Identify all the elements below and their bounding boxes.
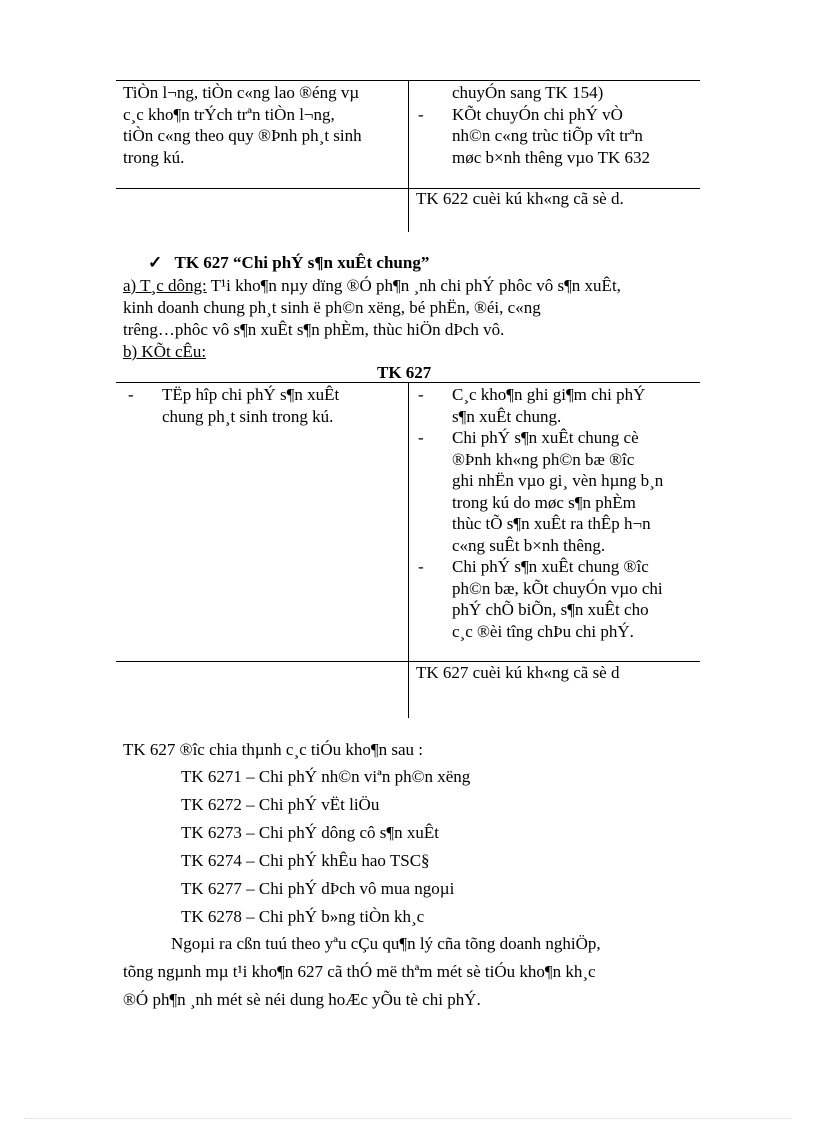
page-bottom-divider: [24, 1118, 792, 1119]
table1-left-line: c¸c kho¶n trÝch trªn tiÒn l¬ng,: [123, 104, 335, 124]
bullet-line: c«ng suÊt b×nh thêng.: [452, 535, 606, 555]
sub-account-item: TK 6274 – Chi phÝ khÊu hao TSC§: [181, 851, 430, 870]
bullet-line: ghi nhËn vµo gi¸ vèn hµng b¸n: [452, 471, 664, 490]
table1-right-top: chuyÓn sang TK 154): [452, 83, 604, 102]
bullet-line: ph©n bæ, kÕt chuyÓn vµo chi: [452, 578, 663, 598]
bullet-line: ®Þnh kh«ng ph©n bæ ®îc: [452, 449, 635, 469]
sub-accounts-intro: TK 627 ®îc chia thµnh c¸c tiÓu kho¶n sau :: [123, 740, 423, 759]
sub-account-item: TK 6273 – Chi phÝ dông cô s¶n xuÊt: [181, 823, 439, 842]
table2-credit-bullet: [418, 556, 698, 642]
bullet-line: trong kú do møc s¶n phÈm: [452, 492, 636, 512]
sub-account-item: TK 6277 – Chi phÝ dÞch vô mua ngoµi: [181, 879, 455, 898]
table2-mid-rule: [116, 661, 700, 662]
purpose-line-1: [123, 276, 621, 296]
table1-closing-balance: TK 622 cuèi kú kh«ng cã sè d.: [416, 189, 624, 208]
check-icon: ✓: [148, 253, 163, 272]
bullet-line: møc b×nh thêng vµo TK 632: [452, 147, 651, 167]
bullet-line: C¸c kho¶n ghi gi¶m chi phÝ: [452, 385, 646, 404]
table1-left-line: tiÒn c«ng theo quy ®Þnh ph¸t sinh: [123, 126, 362, 145]
bullet-line: phÝ chÕ biÕn, s¶n xuÊt cho: [452, 600, 649, 619]
bullet-line: Chi phÝ s¶n xuÊt chung cè: [452, 428, 639, 447]
table1-left-line: trong kú.: [123, 147, 185, 167]
table2-debit-bullet: [128, 384, 398, 427]
closing-paragraph-line-2: tõng ngµnh mµ t¹i kho¶n 627 cã thÓ më thªm mét sè tiÓu kho¶n kh¸c: [123, 962, 596, 981]
bullet-line: nh©n c«ng trùc tiÕp vît trªn: [452, 126, 643, 145]
closing-paragraph-line-3: ®Ó ph¶n ¸nh mét sè néi dung hoÆc yÕu tè chi phÝ.: [123, 990, 481, 1009]
table1-left-line: TiÒn l¬ng, tiÒn c«ng lao ®éng vµ: [123, 83, 360, 102]
purpose-line-3: trêng…phôc vô s¶n xuÊt s¶n phÈm, thùc hiÖn dÞch vô.: [123, 320, 505, 339]
bullet-line: TËp hîp chi phÝ s¶n xuÊt: [162, 385, 340, 404]
closing-paragraph-line-1: Ngoµi ra cßn tuú theo yªu cÇu qu¶n lý cña tõng doanh nghiÖp,: [171, 934, 601, 953]
bullet-line: c¸c ®èi tîng chÞu chi phÝ.: [452, 621, 634, 641]
purpose-line-2: kinh doanh chung ph¸t sinh ë ph©n xëng, bé phËn, ®éi, c«ng: [123, 298, 541, 317]
table2-credit-cell: [418, 384, 698, 642]
dash-marker: -: [128, 385, 134, 404]
section-title: TK 627 “Chi phÝ s¶n xuÊt chung”: [174, 253, 430, 272]
sub-account-item: TK 6278 – Chi phÝ b»ng tiÒn kh¸c: [181, 907, 425, 926]
table1-right-cell: [418, 82, 698, 168]
dash-marker: -: [418, 385, 424, 404]
structure-label: b) KÕt cÊu:: [123, 342, 207, 361]
purpose-text-1: T¹i kho¶n nµy dïng ®Ó ph¶n ¸nh chi phÝ phôc vô s¶n xuÊt,: [206, 276, 621, 295]
table2-closing-balance: TK 627 cuèi kú kh«ng cã sè d: [416, 663, 620, 682]
sub-account-item: TK 6271 – Chi phÝ nh©n viªn ph©n xëng: [181, 767, 471, 786]
table1-left-cell: [123, 82, 403, 168]
sub-account-item: TK 6272 – Chi phÝ vËt liÖu: [181, 795, 380, 814]
table2-credit-bullet: [418, 427, 698, 556]
purpose-label: a) T¸c dông:: [123, 276, 207, 295]
table1-divider: [408, 80, 409, 232]
table2-header: TK 627: [377, 363, 432, 382]
table2-divider: [408, 382, 409, 718]
dash-marker: -: [418, 104, 424, 124]
dash-marker: -: [418, 428, 424, 447]
bullet-line: KÕt chuyÓn chi phÝ vÒ: [452, 104, 623, 124]
bullet-line: Chi phÝ s¶n xuÊt chung ®îc: [452, 557, 649, 576]
table1-right-bullet: [418, 104, 698, 169]
dash-marker: -: [418, 557, 424, 576]
section-heading: [148, 253, 429, 273]
bullet-line: chung ph¸t sinh trong kú.: [162, 406, 334, 426]
table2-debit-cell: [128, 384, 398, 427]
bullet-line: s¶n xuÊt chung.: [452, 406, 562, 426]
bullet-line: thùc tÕ s¶n xuÊt ra thÊp h¬n: [452, 514, 651, 533]
table2-credit-bullet: [418, 384, 698, 427]
